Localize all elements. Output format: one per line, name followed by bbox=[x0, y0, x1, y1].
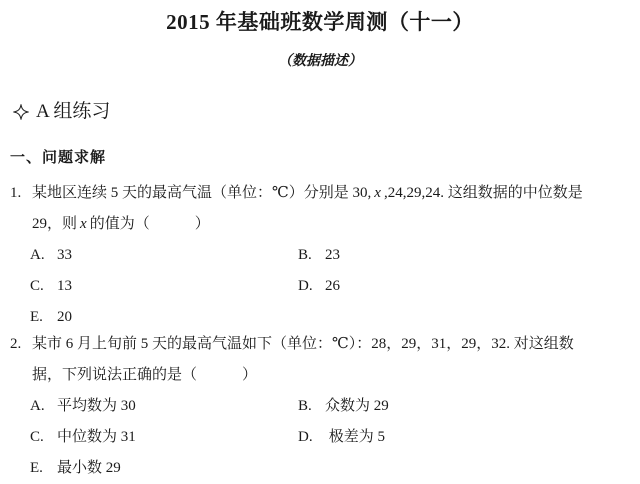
question-2-options bbox=[30, 391, 640, 484]
question-2-number: 2. bbox=[10, 336, 22, 352]
sparkle-icon bbox=[13, 104, 29, 120]
option-row bbox=[30, 391, 640, 422]
option-d-label: D. bbox=[298, 278, 313, 294]
option-d-text: 26 bbox=[325, 278, 340, 294]
option-row bbox=[30, 422, 640, 453]
question-1-text-pre: 某地区连续 5 天的最高气温（单位：℃）分别是 30, bbox=[32, 185, 372, 201]
page-subtitle: （数据描述） bbox=[278, 54, 362, 69]
question-2-line-2 bbox=[32, 360, 640, 391]
option-c bbox=[30, 422, 298, 453]
option-b-label: B. bbox=[298, 247, 312, 263]
option-a-label: A. bbox=[30, 398, 45, 414]
option-c-label: C. bbox=[30, 429, 44, 445]
question-1-text-post: ,24,29,24. 这组数据的中位数是 bbox=[383, 185, 583, 201]
option-e-label: E. bbox=[30, 309, 43, 325]
question-1-line2-pre: 29，则 bbox=[32, 216, 78, 232]
option-b-label: B. bbox=[298, 398, 312, 414]
question-1 bbox=[10, 178, 640, 240]
option-d bbox=[298, 271, 566, 302]
option-d bbox=[298, 422, 566, 453]
option-a bbox=[30, 240, 298, 271]
option-c-text: 13 bbox=[57, 278, 72, 294]
option-e bbox=[30, 453, 298, 484]
question-2-line2-text: 据，下列说法正确的是（ ） bbox=[32, 367, 258, 383]
option-b bbox=[298, 391, 566, 422]
question-1-number: 1. bbox=[10, 185, 22, 201]
option-c-label: C. bbox=[30, 278, 44, 294]
option-e-text: 20 bbox=[57, 309, 72, 325]
question-2-text: 某市 6 月上旬前 5 天的最高气温如下（单位：℃）：28，29，31，29，32. 对这组数 bbox=[32, 336, 574, 352]
option-c-text: 中位数为 31 bbox=[57, 429, 136, 445]
option-d-label: D. bbox=[298, 429, 313, 445]
option-row bbox=[30, 271, 640, 302]
question-2 bbox=[10, 329, 640, 391]
question-1-options bbox=[30, 240, 640, 333]
group-a-heading bbox=[13, 98, 640, 125]
option-b-text: 23 bbox=[325, 247, 340, 263]
option-a-text: 33 bbox=[57, 247, 72, 263]
question-1-line-2 bbox=[32, 209, 640, 240]
option-d-text: 极差为 5 bbox=[325, 429, 386, 445]
option-b-text: 众数为 29 bbox=[325, 398, 389, 414]
option-a bbox=[30, 391, 298, 422]
page-title: 2015 年基础班数学周测（十一） bbox=[166, 10, 474, 34]
option-e-label: E. bbox=[30, 460, 43, 476]
option-c bbox=[30, 271, 298, 302]
option-e-text: 最小数 29 bbox=[57, 460, 121, 476]
question-1-line-1 bbox=[10, 178, 640, 209]
question-1-line2-post: 的值为（ ） bbox=[89, 216, 210, 232]
part-one-heading: 一、问题求解 bbox=[10, 150, 107, 166]
option-row bbox=[30, 240, 640, 271]
variable-x: x bbox=[374, 185, 381, 201]
variable-x: x bbox=[80, 216, 87, 232]
group-a-heading-label: A 组练习 bbox=[36, 101, 111, 122]
question-2-line-1 bbox=[10, 329, 640, 360]
option-a-text: 平均数为 30 bbox=[57, 398, 136, 414]
option-b bbox=[298, 240, 566, 271]
option-a-label: A. bbox=[30, 247, 45, 263]
option-row bbox=[30, 453, 640, 484]
